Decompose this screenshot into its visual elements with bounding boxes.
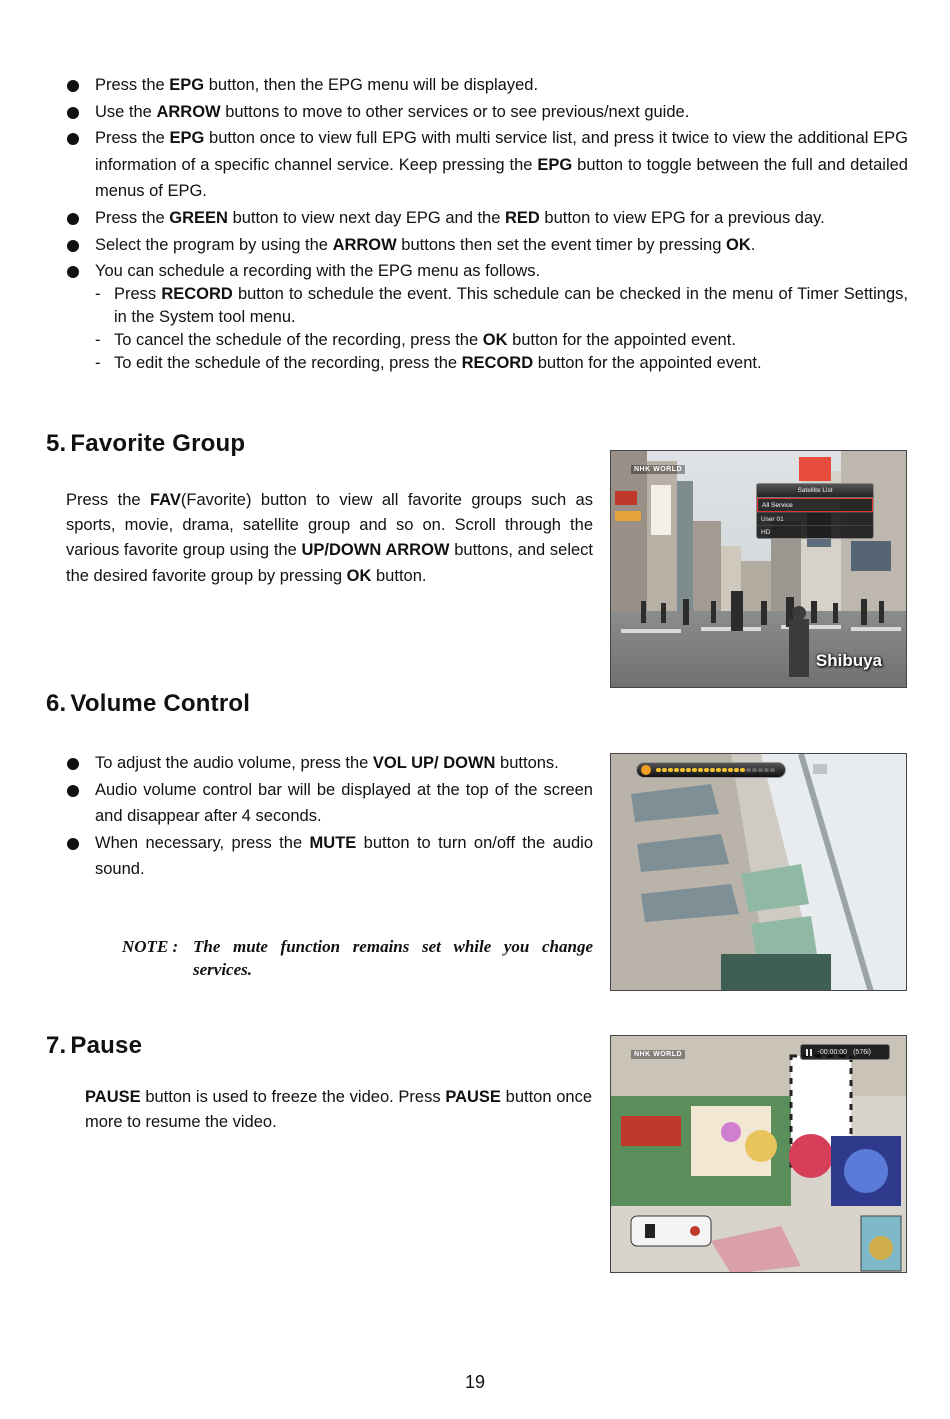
pause-icon bbox=[806, 1049, 812, 1056]
volume-segment bbox=[728, 768, 733, 773]
building-image bbox=[611, 754, 907, 991]
volume-segment bbox=[722, 768, 727, 773]
volume-segment bbox=[734, 768, 739, 773]
pause-status-bar bbox=[800, 1044, 890, 1060]
volume-segment bbox=[752, 768, 757, 773]
section-title: Favorite Group bbox=[70, 430, 246, 457]
list-item: To adjust the audio volume, press the VOL UP/ DOWN buttons. bbox=[66, 750, 593, 777]
volume-control-heading bbox=[46, 690, 250, 718]
sub-list-item: - To cancel the schedule of the recording, press the OK button for the appointed event. bbox=[95, 329, 908, 352]
favorite-group-screenshot bbox=[610, 450, 907, 688]
volume-segment bbox=[686, 768, 691, 773]
volume-segment bbox=[680, 768, 685, 773]
menu-title: Satellite List bbox=[757, 484, 873, 498]
list-item: Use the ARROW buttons to move to other services or to see previous/next guide. bbox=[66, 99, 908, 126]
section-number: 7. bbox=[46, 1032, 67, 1059]
note-label: NOTE : bbox=[122, 937, 179, 956]
record-sub-list bbox=[95, 283, 908, 375]
section-number: 6. bbox=[46, 690, 67, 717]
volume-segment bbox=[770, 768, 775, 773]
list-item: Press the GREEN button to view next day EPG and the RED button to view EPG for a previous day. bbox=[66, 205, 908, 232]
volume-segment bbox=[668, 768, 673, 773]
volume-segment bbox=[704, 768, 709, 773]
channel-logo: NHK WORLD bbox=[631, 465, 685, 474]
volume-segment bbox=[710, 768, 715, 773]
sub-list-item: - To edit the schedule of the recording, press the RECORD button for the appointed event. bbox=[95, 352, 908, 375]
list-item: You can schedule a recording with the EPG menu as follows. - Press RECORD button to schedule the event. This schedule can be checked in the menu of Timer Settings, in the System tool menu. - To cancel the schedule of the recording, press the OK button for the appointed event. - To edit the schedule of the recording, press the RECORD button for the appointed event. bbox=[66, 258, 908, 375]
volume-segment bbox=[758, 768, 763, 773]
video-resolution: (576i) bbox=[853, 1048, 871, 1056]
volume-segment bbox=[698, 768, 703, 773]
section-number: 5. bbox=[46, 430, 67, 457]
pause-screenshot bbox=[610, 1035, 907, 1273]
volume-segment bbox=[764, 768, 769, 773]
sub-list-item: - Press RECORD button to schedule the event. This schedule can be checked in the menu of Timer Settings, in the System tool menu. bbox=[95, 283, 908, 329]
volume-instructions-list bbox=[66, 750, 593, 883]
volume-segment bbox=[674, 768, 679, 773]
volume-level-indicator bbox=[656, 768, 775, 773]
mute-note bbox=[122, 936, 593, 982]
section-title: Volume Control bbox=[70, 690, 251, 717]
volume-screenshot bbox=[610, 753, 907, 991]
page-number: 19 bbox=[464, 1372, 486, 1392]
satellite-list-menu bbox=[756, 483, 874, 539]
volume-bar bbox=[636, 762, 786, 778]
pause-text: PAUSE button is used to freeze the video. Press PAUSE button once more to resume the video. bbox=[85, 1088, 593, 1132]
volume-segment bbox=[746, 768, 751, 773]
epg-instructions-list bbox=[66, 72, 908, 375]
volume-segment bbox=[656, 768, 661, 773]
channel-logo: NHK WORLD bbox=[631, 1050, 685, 1059]
volume-segment bbox=[662, 768, 667, 773]
location-caption: Shibuya bbox=[815, 651, 882, 670]
list-item: Press the EPG button, then the EPG menu will be displayed. bbox=[66, 72, 908, 99]
volume-segment bbox=[692, 768, 697, 773]
speaker-icon bbox=[641, 765, 651, 775]
note-text: The mute function remains set while you change services. bbox=[193, 937, 593, 979]
volume-segment bbox=[716, 768, 721, 773]
pause-heading bbox=[46, 1032, 142, 1060]
volume-segment bbox=[740, 768, 745, 773]
list-item: Press the EPG button once to view full EPG with multi service list, and press it twice to view the additional EPG information of a specific channel service. Keep pressing the EPG button to toggle between the full and detailed menus of EPG. bbox=[66, 125, 908, 205]
favorite-group-heading bbox=[46, 430, 245, 458]
menu-item[interactable]: User 01 bbox=[757, 512, 873, 525]
favorite-group-text: Press the FAV(Favorite) button to view all favorite groups such as sports, movie, drama, satellite group and so on. Scroll through the various favorite group using the UP/DOWN ARROW buttons, and select the desired favorite group by pressing OK button. bbox=[66, 491, 593, 585]
shop-display-image bbox=[611, 1036, 907, 1273]
list-item: Audio volume control bar will be displayed at the top of the screen and disappear after 4 seconds. bbox=[66, 777, 593, 830]
menu-items bbox=[757, 498, 873, 538]
menu-item[interactable]: HD bbox=[757, 525, 873, 538]
section-title: Pause bbox=[70, 1032, 143, 1059]
list-item: Select the program by using the ARROW buttons then set the event timer by pressing OK. bbox=[66, 232, 908, 259]
list-item: When necessary, press the MUTE button to turn on/off the audio sound. bbox=[66, 830, 593, 883]
menu-item[interactable]: All Service bbox=[757, 498, 873, 512]
playback-time: -00:00:00 bbox=[817, 1048, 848, 1056]
